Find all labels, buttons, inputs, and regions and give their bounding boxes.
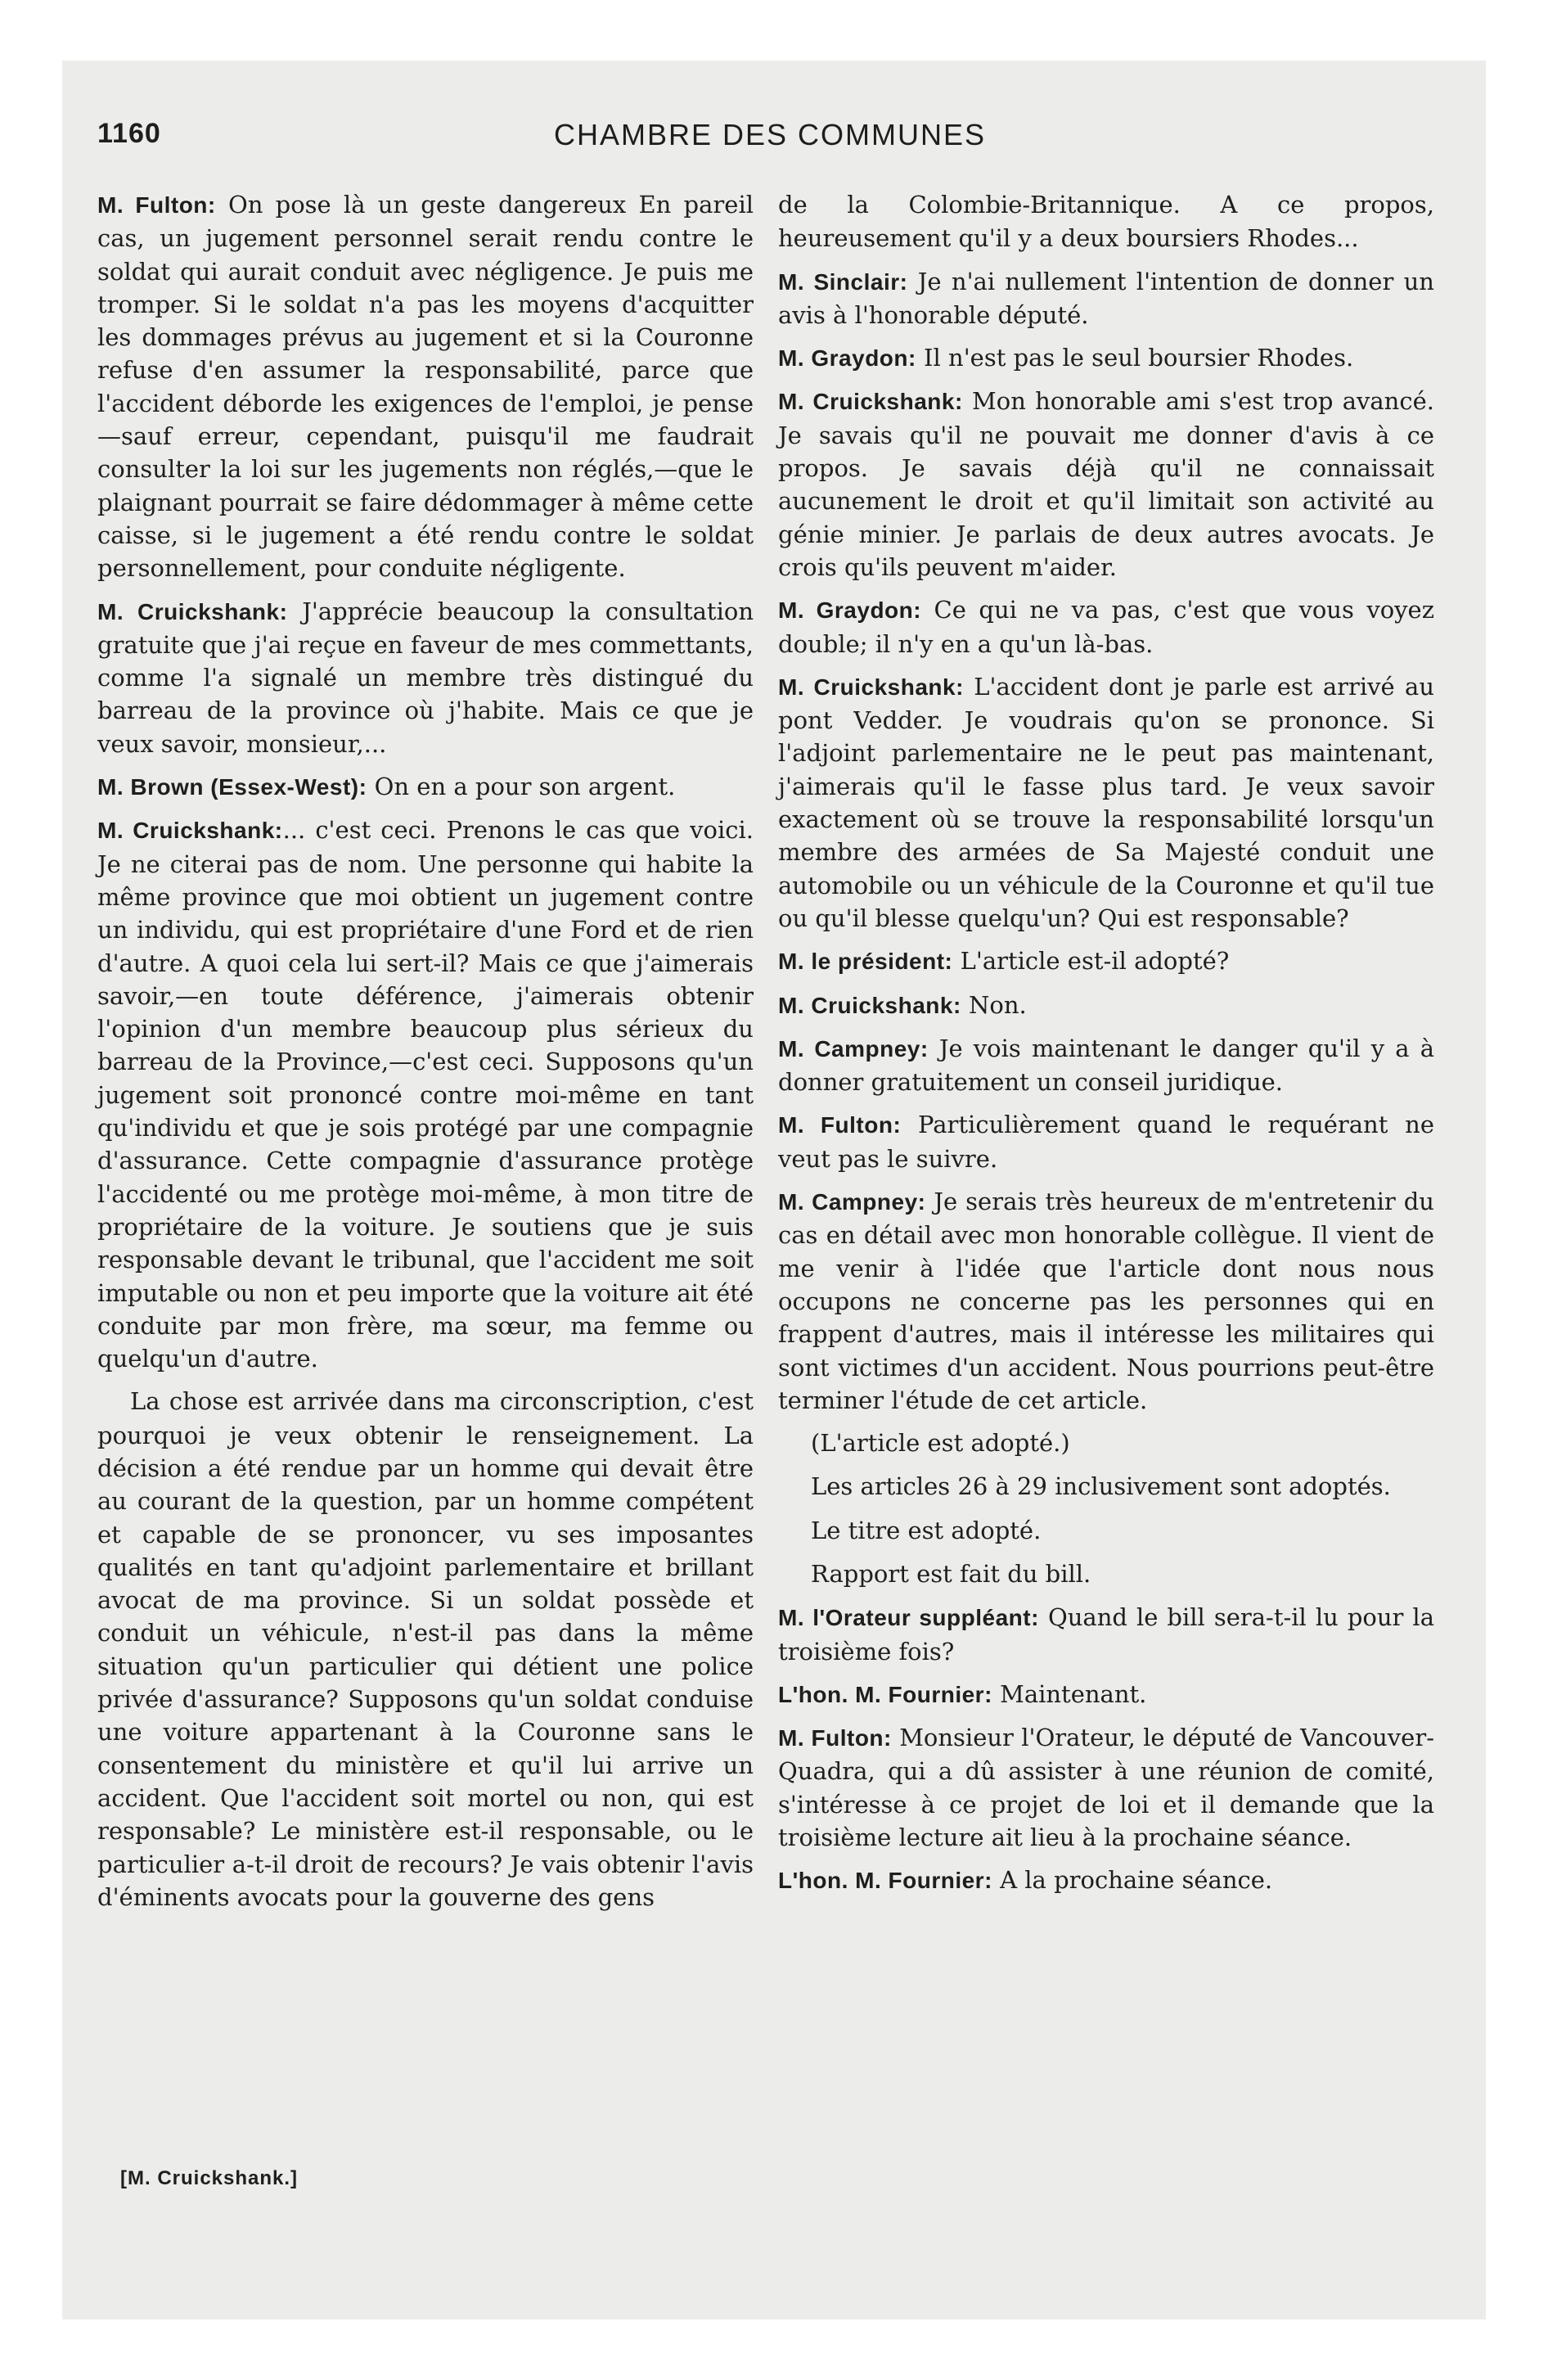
paragraph	[778, 385, 1434, 584]
hansard-page	[97, 115, 1442, 2189]
paragraph	[778, 1721, 1434, 1854]
speech-text: Je serais très heureux de m'entretenir du cas en détail avec mon honorable collègue. Il vient de me venir à l'idée que l'article dont nous nous occupons ne concerne pas les personnes qui en frappent d'autres, mais il intéresse les militaires qui sont victimes d'un accident. Nous pourrions peut-être terminer l'étude de cet article.	[778, 1188, 1434, 1414]
paragraph	[778, 670, 1434, 935]
paragraph	[778, 1032, 1434, 1099]
paragraph	[778, 1427, 1434, 1460]
speaker-name: M. Fulton:	[778, 1112, 902, 1138]
running-head	[97, 115, 1442, 160]
paragraph	[778, 1514, 1434, 1548]
speech-text: Mon honorable ami s'est trop avancé. Je savais qu'il ne pouvait me donner d'avis à ce propos. Je savais déjà qu'il ne connaissait aucunement le droit et qu'il limitait son activité au génie minier. Je parlais de deux autres avocats. Je crois qu'ils peuvent m'aider.	[778, 387, 1434, 581]
speaker-name: M. Graydon:	[778, 597, 922, 624]
speaker-name: M. Cruickshank:	[97, 818, 283, 844]
page-title: CHAMBRE DES COMMUNES	[553, 118, 987, 151]
paragraph	[778, 265, 1434, 332]
procedural-note: Le titre est adopté.	[811, 1516, 1042, 1544]
procedural-note: Rapport est fait du bill.	[811, 1559, 1091, 1588]
paragraph	[97, 1385, 754, 1913]
speech-text: Je vois maintenant le danger qu'il y a à donner gratuitement un conseil juridique.	[778, 1034, 1434, 1097]
speaker-name: M. l'Orateur suppléant:	[778, 1605, 1039, 1631]
left-column	[97, 188, 754, 1923]
speaker-name: M. Campney:	[778, 1189, 926, 1215]
speech-text: Monsieur l'Orateur, le député de Vancouver-Quadra, qui a dû assister à une réunion de comité, s'intéresse à ce projet de loi et il demande que la troisième lecture ait lieu à la prochaine séance.	[778, 1724, 1434, 1852]
speech-text: Ce qui ne va pas, c'est que vous voyez double; il n'y en a qu'un là-bas.	[778, 596, 1434, 658]
speaker-name: M. Sinclair:	[778, 268, 908, 295]
paragraph	[778, 1557, 1434, 1591]
speech-text: J'apprécie beaucoup la consultation gratuite que j'ai reçue en faveur de mes commettants, comme l'a signalé un membre très distingué du barreau de la province où j'habite. Mais ce que je veux savoir, monsieur,...	[97, 597, 754, 758]
paragraph	[778, 1470, 1434, 1503]
page-number: 1160	[97, 118, 161, 149]
paragraph	[778, 341, 1434, 375]
paragraph	[778, 944, 1434, 978]
speaker-name: L'hon. M. Fournier:	[778, 1681, 992, 1707]
right-column	[778, 188, 1434, 1908]
speaker-name: M. Cruickshank:	[778, 674, 964, 700]
speaker-name: M. le président:	[778, 949, 953, 975]
speech-text: ... c'est ceci. Prenons le cas que voici. Je ne citerai pas de nom. Une personne qui habite la même province que moi obtient un jugement contre un individu, qui est propriétaire d'une Ford et de rien d'autre. A quoi cela lui sert-il? Mais ce que j'aimerais savoir,—en toute déférence, j'aimerais obtenir l'opinion d'un membre beaucoup plus sérieux du barreau de la Province,—c'est ceci. Supposons qu'un jugement soit prononcé contre moi-même en tant qu'individu et que je sois protégé par une compagnie d'assurance. Cette compagnie d'assurance protège l'accidenté ou me protège moi-même, à mon titre de propriétaire de la voiture. Je soutiens que je suis responsable devant le tribunal, que l'accident me soit imputable ou non et peu importe que la voiture ait été conduite par mon frère, ma sœur, ma femme ou quelqu'un d'autre.	[97, 816, 754, 1373]
procedural-note: Les articles 26 à 29 inclusivement sont adoptés.	[811, 1472, 1391, 1501]
speech-text: Non.	[961, 990, 1027, 1019]
paragraph	[97, 595, 754, 760]
speech-text: L'article est-il adopté?	[952, 947, 1230, 976]
speech-text: L'accident dont je parle est arrivé au pont Vedder. Je voudrais qu'on se prononce. Si l'adjoint parlementaire ne le peut pas maintenant, j'aimerais qu'il le fasse plus tard. Je veux savoir exactement où se trouve la responsabilité lorsqu'un membre des armées de Sa Majesté conduit une automobile ou un véhicule de la Couronne et qu'il tue ou qu'il blesse quelqu'un? Qui est responsable?	[778, 672, 1435, 932]
speaker-name: M. Cruickshank:	[97, 598, 288, 624]
paragraph	[778, 1678, 1434, 1711]
speaker-name: M. Cruickshank:	[778, 992, 961, 1018]
speaker-name: M. Brown (Essex-West):	[97, 774, 367, 800]
speech-text: Maintenant.	[992, 1679, 1147, 1708]
speaker-name: M. Fulton:	[778, 1725, 892, 1751]
speech-text: On pose là un geste dangereux En pareil cas, un jugement personnel serait rendu contre le soldat qui aurait conduit avec négligence. Je puis me tromper. Si le soldat n'a pas les moyens d'acquitter les dommages prévus au jugement et si la Couronne refuse d'en assumer la responsabilité, parce que l'accident déborde les exigences de l'emploi, je pense—sauf erreur, cependant, puisqu'il me faudrait consulter la loi sur les jugements non réglés,—que le plaignant pourrait se faire dédommager à même cette caisse, si le jugement a été rendu contre le soldat personnellement, pour conduite négligente.	[97, 191, 754, 583]
speaker-name: L'hon. M. Fournier:	[778, 1868, 992, 1894]
paragraph	[778, 1108, 1434, 1175]
speaker-name: M. Cruickshank:	[778, 389, 963, 415]
paragraph	[97, 188, 754, 585]
paragraph	[778, 1601, 1434, 1668]
speaker-name: M. Graydon:	[778, 345, 916, 372]
paragraph	[778, 1864, 1434, 1897]
speech-text: de la Colombie-Britannique. A ce propos, heureusement qu'il y a deux boursiers Rhodes...	[778, 191, 1434, 253]
speaker-name: M. Campney:	[778, 1035, 929, 1062]
paragraph	[778, 1185, 1434, 1417]
paragraph	[778, 593, 1434, 660]
speech-text: La chose est arrivée dans ma circonscription, c'est pourquoi je veux obtenir le renseignement. La décision a été rendue par un homme qui devait être au courant de la question, par un homme compétent et capable de se prononcer, vu ses imposantes qualités en tant qu'adjoint parlementaire et brillant avocat de ma province. Si un soldat possède et conduit un véhicule, n'est-il pas dans la même situation qu'un particulier qui détient une police privée d'assurance? Supposons qu'un soldat conduise une voiture appartenant à la Couronne sans le consentement du ministère et qu'il lui arrive un accident. Que l'accident soit mortel ou non, qui est responsable? Le ministère est-il responsable, ou le particulier a-t-il droit de recours? Je vais obtenir l'avis d'éminents avocats pour la gouverne des gens	[97, 1387, 754, 1911]
speech-text: A la prochaine séance.	[992, 1866, 1273, 1895]
paragraph	[97, 770, 754, 804]
speech-text: Il n'est pas le seul boursier Rhodes.	[916, 344, 1354, 372]
speech-text: Je n'ai nullement l'intention de donner un avis à l'honorable député.	[778, 267, 1434, 329]
speaker-name: M. Fulton:	[97, 192, 216, 218]
speech-text: Particulièrement quand le requérant ne veut pas le suivre.	[778, 1111, 1434, 1173]
paragraph	[778, 989, 1434, 1022]
procedural-note: (L'article est adopté.)	[811, 1429, 1070, 1458]
running-footer: [M. Cruickshank.]	[120, 2167, 299, 2189]
speech-text: On en a pour son argent.	[367, 773, 676, 801]
paragraph	[97, 814, 754, 1375]
paragraph	[778, 188, 1434, 255]
speech-text: Quand le bill sera-t-il lu pour la troisième fois?	[778, 1603, 1434, 1666]
